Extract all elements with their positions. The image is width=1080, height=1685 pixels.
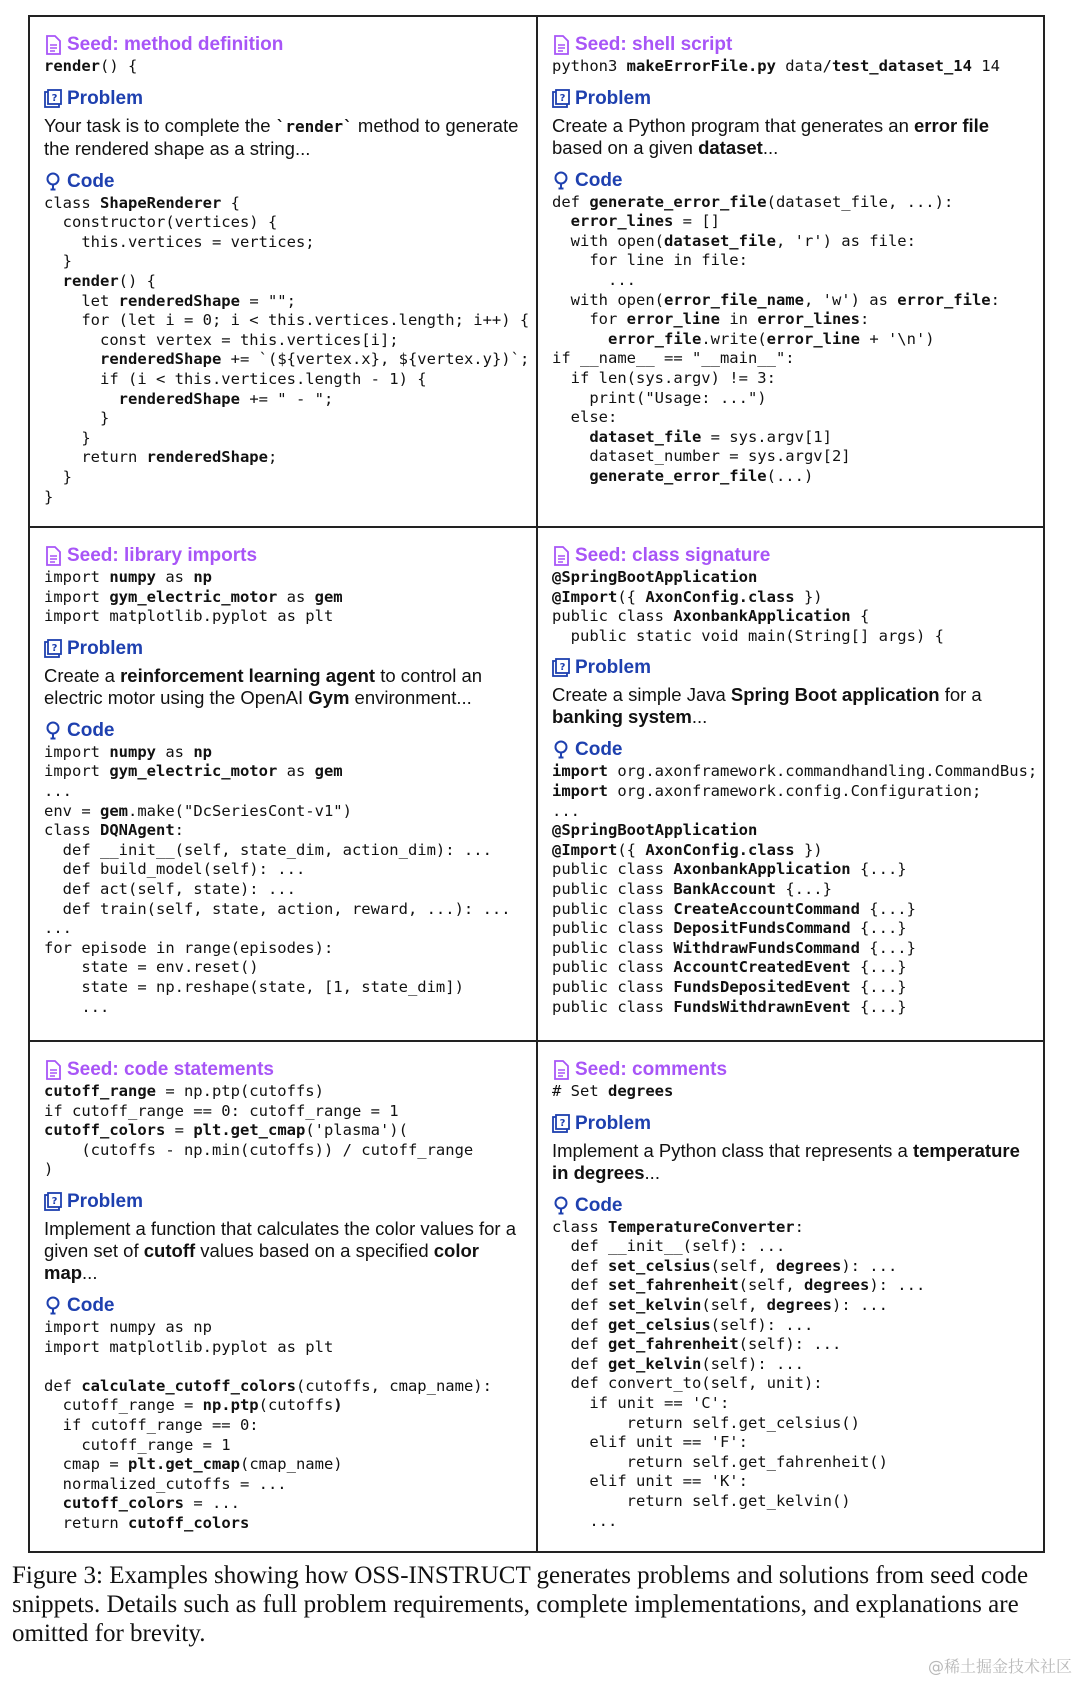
seed-code	[552, 57, 1033, 77]
code-line: }	[44, 409, 110, 428]
code-line: public class WithdrawFundsCommand {...}	[552, 938, 916, 957]
code-line: state = np.reshape(state, [1, state_dim])	[44, 977, 464, 996]
code-line: def calculate_cutoff_colors(cutoffs, cmap_name):	[44, 1376, 492, 1395]
code-line: public class DepositFundsCommand {...}	[552, 919, 907, 938]
code-line: class DQNAgent:	[44, 821, 184, 840]
problem-heading	[552, 656, 1033, 680]
problem-text: Create a reinforcement learning agent to control an electric motor using the OpenAI Gym environment...	[44, 664, 483, 708]
code-line: return cutoff_colors	[44, 1513, 250, 1532]
code-line: def get_kelvin(self): ...	[552, 1354, 804, 1373]
svg-text:?: ?	[51, 92, 58, 104]
problem-heading-label: Problem	[67, 87, 144, 109]
seed-heading	[44, 33, 526, 57]
code-line: class ShapeRenderer {	[44, 193, 240, 212]
code-line: # Set degrees	[552, 1082, 674, 1100]
code-line: import org.axonframework.config.Configuration;	[552, 781, 982, 800]
code-line: dataset_file = sys.argv[1]	[589, 427, 832, 446]
code-line: public class AccountCreatedEvent {...}	[552, 958, 907, 977]
lightbulb-icon	[552, 171, 575, 191]
code-heading	[552, 1194, 1033, 1218]
code-line: if (i < this.vertices.length - 1) {	[44, 369, 427, 388]
problem-heading-label: Problem	[575, 1112, 652, 1134]
code-line: if cutoff_range == 0:	[44, 1415, 259, 1434]
code-line: import matplotlib.pyplot as plt	[44, 1337, 334, 1356]
code-line: @Import({ AxonConfig.class })	[552, 840, 823, 859]
code-line: @Import({ AxonConfig.class })	[552, 587, 823, 606]
svg-text:?: ?	[51, 642, 58, 654]
document-icon	[552, 1060, 575, 1080]
code-line: class TemperatureConverter:	[552, 1217, 804, 1236]
problem-heading	[552, 87, 1033, 111]
code-line: def build_model(self): ...	[44, 860, 306, 879]
seed-heading-label: Seed: shell script	[575, 34, 733, 55]
seed-code	[552, 568, 1033, 646]
code-line: cutoff_range = np.ptp(cutoffs)	[44, 1082, 324, 1100]
lightbulb-icon	[44, 172, 67, 192]
code-line: }	[44, 252, 72, 271]
code-heading	[44, 170, 526, 194]
seed-heading-label: Seed: class signature	[575, 545, 771, 566]
example-cell	[30, 1042, 538, 1551]
solution-code	[552, 193, 1033, 487]
code-line: return self.get_celsius()	[552, 1413, 860, 1432]
problem-text: Create a simple Java Spring Boot application for a banking system...	[552, 684, 982, 728]
code-line: with open(dataset_file, 'r') as file:	[552, 231, 916, 250]
code-line: dataset_number = sys.argv[2]	[552, 447, 851, 466]
watermark: @稀土掘金技术社区	[927, 1657, 1072, 1676]
code-line: public class CreateAccountCommand {...}	[552, 899, 916, 918]
code-line: print("Usage: ...")	[552, 388, 767, 407]
code-heading	[552, 738, 1033, 762]
problem-heading	[552, 1112, 1033, 1136]
figure-caption: Figure 3: Examples showing how OSS-INSTRUCT generates problems and solutions from seed code snippets. Details such as full problem requirements, complete implementations, and explanations are omitted for brevity.	[12, 1562, 1029, 1647]
code-line: ...	[44, 781, 72, 800]
code-line: import gym_electric_motor as gem	[44, 762, 343, 781]
document-icon	[552, 35, 575, 55]
code-heading	[44, 1294, 526, 1318]
seed-code	[552, 1082, 1033, 1102]
code-line: env = gem.make("DcSeriesCont-v1")	[44, 801, 352, 820]
code-line: return self.get_kelvin()	[552, 1491, 851, 1510]
code-line: const vertex = this.vertices[i];	[44, 330, 399, 349]
code-line: cmap = plt.get_cmap(cmap_name)	[44, 1455, 343, 1474]
seed-code	[44, 57, 526, 77]
solution-code	[44, 743, 526, 1017]
seed-code	[44, 568, 526, 627]
code-line: let renderedShape = "";	[44, 291, 296, 310]
problem-heading	[44, 87, 526, 111]
code-line: public class FundsWithdrawnEvent {...}	[552, 997, 907, 1016]
solution-code	[44, 193, 530, 508]
code-line: cutoff_range = 1	[44, 1435, 231, 1454]
code-heading-label: Code	[67, 1294, 115, 1316]
problem-book-icon	[44, 89, 67, 109]
seed-heading	[44, 1058, 526, 1082]
code-line: if len(sys.argv) != 3:	[552, 368, 776, 387]
code-heading	[44, 719, 526, 743]
problem-heading-label: Problem	[67, 637, 144, 659]
svg-text:?: ?	[559, 1117, 566, 1129]
document-icon	[44, 546, 67, 566]
code-line: def generate_error_file(dataset_file, ...):	[552, 192, 954, 211]
svg-text:?: ?	[51, 1195, 58, 1207]
example-cell	[538, 17, 1043, 528]
lightbulb-icon	[44, 721, 67, 741]
code-line: generate_error_file(...)	[589, 466, 814, 485]
code-line: def set_kelvin(self, degrees): ...	[552, 1295, 888, 1314]
code-line: def __init__(self, state_dim, action_dim): ...	[44, 840, 492, 859]
code-line: }	[44, 487, 54, 506]
code-line: public class BankAccount {...}	[552, 879, 832, 898]
problem-heading	[44, 637, 526, 661]
seed-code	[44, 1082, 526, 1180]
seed-heading-label: Seed: comments	[575, 1059, 728, 1080]
code-line: def set_fahrenheit(self, degrees): ...	[552, 1276, 926, 1295]
problem-text: Your task is to complete the `render` method to generate the rendered shape as a string...	[44, 114, 519, 159]
problem-book-icon	[552, 89, 575, 109]
problem-book-icon	[44, 1192, 67, 1212]
problem-heading-label: Problem	[67, 1190, 144, 1212]
code-line: (cutoffs - np.min(cutoffs)) / cutoff_range	[44, 1140, 474, 1159]
problem-text: Create a Python program that generates an error file based on a given dataset...	[552, 114, 990, 158]
code-line: ...	[44, 997, 110, 1016]
lightbulb-icon	[552, 1196, 575, 1216]
code-line: import numpy as np	[44, 568, 212, 586]
code-line: for error_line in error_lines:	[552, 310, 870, 329]
code-line: normalized_cutoffs = ...	[44, 1474, 287, 1493]
seed-heading-label: Seed: code statements	[67, 1059, 274, 1080]
code-line: cutoff_colors = plt.get_cmap('plasma')(	[44, 1121, 408, 1140]
code-line: error_file.write(error_line + '\n')	[608, 329, 935, 348]
code-line: ...	[552, 1511, 618, 1530]
seed-heading	[44, 544, 526, 568]
code-line: this.vertices = vertices;	[44, 232, 315, 251]
code-line: @SpringBootApplication	[552, 568, 758, 586]
document-icon	[44, 1060, 67, 1080]
code-line: else:	[552, 408, 618, 427]
code-line: constructor(vertices) {	[44, 213, 278, 232]
problem-text: Implement a function that calculates the color values for a given set of cutoff values based on a specified color map...	[44, 1217, 517, 1283]
code-line: return self.get_fahrenheit()	[552, 1452, 888, 1471]
code-line: elif unit == 'K':	[552, 1472, 748, 1491]
problem-book-icon	[552, 658, 575, 678]
code-line: render() {	[62, 271, 156, 290]
code-line: def act(self, state): ...	[44, 879, 296, 898]
code-line: return renderedShape;	[44, 448, 278, 467]
code-line: if unit == 'C':	[552, 1393, 730, 1412]
code-line: }	[44, 428, 91, 447]
solution-code	[552, 762, 1038, 1017]
code-heading	[552, 169, 1033, 193]
code-line: render() {	[44, 57, 138, 75]
code-line: if cutoff_range == 0: cutoff_range = 1	[44, 1101, 399, 1120]
code-line: ...	[552, 801, 580, 820]
code-heading-label: Code	[67, 719, 115, 741]
problem-heading-label: Problem	[575, 657, 652, 679]
example-cell	[538, 528, 1043, 1042]
code-line: def set_celsius(self, degrees): ...	[552, 1256, 898, 1275]
code-line: for episode in range(episodes):	[44, 938, 334, 957]
seed-heading	[552, 33, 1033, 57]
code-line: for (let i = 0; i < this.vertices.length; i++) {	[44, 311, 530, 330]
example-cell	[30, 528, 538, 1042]
code-line: renderedShape += `(${vertex.x}, ${vertex.y})`;	[100, 350, 530, 369]
solution-code	[552, 1218, 1033, 1532]
code-line: public class AxonbankApplication {...}	[552, 860, 907, 879]
code-line: error_lines = []	[570, 212, 720, 231]
problem-text: Implement a Python class that represents a temperature in degrees...	[552, 1139, 1020, 1183]
code-line: public static void main(String[] args) {	[552, 626, 944, 645]
code-line: def convert_to(self, unit):	[552, 1374, 823, 1393]
code-line: def get_fahrenheit(self): ...	[552, 1335, 842, 1354]
svg-text:?: ?	[559, 92, 566, 104]
code-line: def train(self, state, action, reward, ...): ...	[44, 899, 511, 918]
code-line: ...	[44, 919, 72, 938]
code-line: cutoff_colors = ...	[62, 1494, 240, 1513]
problem-heading-label: Problem	[575, 87, 652, 109]
code-line: with open(error_file_name, 'w') as error_file:	[552, 290, 1000, 309]
code-line: }	[44, 467, 72, 486]
code-line: import numpy as np	[44, 1317, 212, 1336]
problem-book-icon	[44, 639, 67, 659]
seed-heading	[552, 1058, 1033, 1082]
code-line: for line in file:	[552, 251, 748, 270]
code-line: public class FundsDepositedEvent {...}	[552, 977, 907, 996]
solution-code	[44, 1318, 526, 1534]
code-line: import matplotlib.pyplot as plt	[44, 607, 334, 626]
code-heading-label: Code	[575, 1194, 623, 1216]
lightbulb-icon	[552, 740, 575, 760]
code-line: renderedShape += " - ";	[118, 389, 334, 408]
code-line: import org.axonframework.commandhandling.CommandBus;	[552, 762, 1038, 781]
seed-heading-label: Seed: method definition	[67, 34, 284, 55]
seed-heading-label: Seed: library imports	[67, 545, 258, 566]
code-line: if __name__ == "__main__":	[552, 349, 795, 368]
code-line: cutoff_range = np.ptp(cutoffs)	[44, 1396, 343, 1415]
code-line: ...	[552, 270, 636, 289]
code-line: elif unit == 'F':	[552, 1433, 748, 1452]
code-line: import gym_electric_motor as gem	[44, 587, 343, 606]
code-line: python3 makeErrorFile.py data/test_dataset_14 14	[552, 57, 1000, 75]
code-line: @SpringBootApplication	[552, 821, 758, 840]
code-line: )	[44, 1160, 54, 1179]
examples-grid	[28, 15, 1045, 1553]
example-cell	[538, 1042, 1043, 1551]
code-line: state = env.reset()	[44, 958, 259, 977]
code-heading-label: Code	[575, 739, 623, 761]
code-heading-label: Code	[575, 169, 623, 191]
document-icon	[552, 546, 575, 566]
code-heading-label: Code	[67, 170, 115, 192]
seed-heading	[552, 544, 1033, 568]
lightbulb-icon	[44, 1296, 67, 1316]
code-line: import numpy as np	[44, 742, 212, 761]
problem-heading	[44, 1190, 526, 1214]
problem-book-icon	[552, 1114, 575, 1134]
code-line: public class AxonbankApplication {	[552, 607, 870, 626]
document-icon	[44, 35, 67, 55]
example-cell	[30, 17, 538, 528]
code-line: def get_celsius(self): ...	[552, 1315, 814, 1334]
svg-text:?: ?	[559, 662, 566, 674]
code-line: def __init__(self): ...	[552, 1237, 786, 1256]
